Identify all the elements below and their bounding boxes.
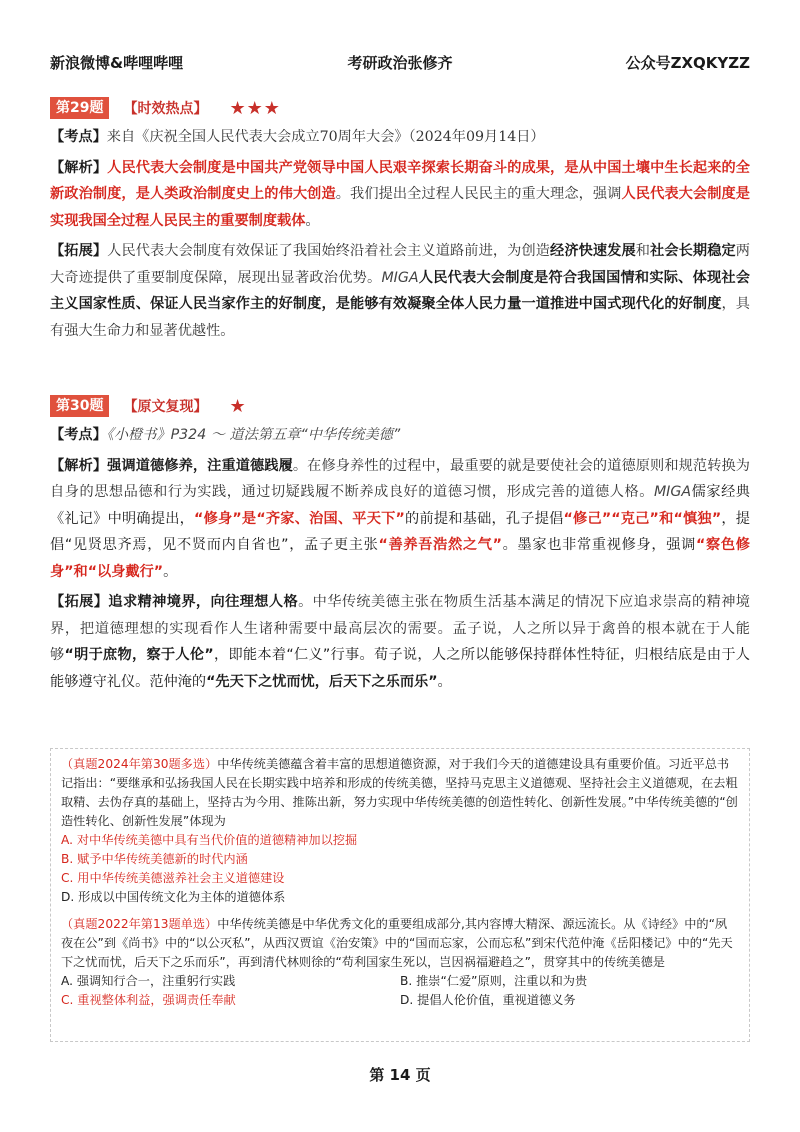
header-center: 考研政治张修齐: [347, 54, 453, 72]
exam-2-option-a: A. 强调知行合一，注重躬行实践: [61, 974, 236, 988]
header-left: 新浪微博&哔哩哔哩: [50, 54, 184, 72]
kaodian-paragraph: 【考点】《小橙书》P324 ～ 道法第五章“中华传统美德”: [50, 427, 401, 443]
exam-2-option-c: C. 重视整体利益，强调责任奉献: [61, 993, 236, 1007]
exam-1-option-b: B. 赋予中华传统美德新的时代内涵: [61, 852, 248, 866]
tuozhan-paragraph: 【拓展】追求精神境界，向往理想人格。中华传统美德主张在物质生活基本满足的情况下应追求崇高的精神境界，把道德理想的实现看作人生诸种需要中最高层次的需要。孟子说，人之所以异于禽兽的根本就在于人能够“明于庶物，察于人伦”，即能本着“仁义”行事。荀子说，人之所以能够保持群体性特征，归根结底是由于人能够遵守礼仪。范仲淹的“先天下之忧而忧，后天下之乐而乐”。: [50, 594, 750, 690]
exam-1-option-a: A. 对中华传统美德中具有当代价值的道德精神加以挖掘: [61, 833, 358, 847]
jiexi-paragraph: 【解析】强调道德修养，注重道德践履。在修身养性的过程中，最重要的就是要使社会的道德原则和规范转换为自身的思想品德和行为实践，通过切疑践履不断养成良好的道德习惯，形成完善的道德人格。MIGA儒家经典《礼记》中明确提出，“修身”是“齐家、治国、平天下”的前提和基础，孔子提倡“修己”“克己”和“慎独”，提倡“见贤思齐焉，见不贤而内自省也”，孟子更主张“善养吾浩然之气”。墨家也非常重视修身，强调“察色修身”和“以身戴行”。: [50, 457, 750, 580]
question-30-header: [50, 394, 750, 418]
exam-2-options-row-2: [61, 991, 739, 1010]
page-header: [50, 52, 750, 76]
question-badge: 第29题: [50, 97, 109, 119]
question-30: [50, 394, 750, 695]
page-number: 第 14 页: [369, 1066, 431, 1084]
exam-2-option-b: B. 推崇“仁爱”原则，注重以和为贵: [400, 974, 588, 988]
exam-1-option-d: D. 形成以中国传统文化为主体的道德体系: [61, 890, 286, 904]
kaodian-paragraph: 【考点】来自《庆祝全国人民代表大会成立70周年大会》（2024年09月14日）: [50, 129, 545, 145]
exam-2-option-d: D. 提倡人伦价值，重视道德义务: [400, 993, 576, 1007]
star-rating: ★: [229, 395, 247, 417]
question-29: [50, 96, 750, 344]
header-right: 公众号ZXQKYZZ: [625, 54, 750, 72]
question-tag: 【原文复现】: [123, 399, 208, 415]
tuozhan-paragraph: 【拓展】人民代表大会制度有效保证了我国始终沿着社会主义道路前进，为创造经济快速发展和社会长期稳定两大奇迹提供了重要制度保障，展现出显著政治优势。MIGA人民代表大会制度是符合我国国情和实际、体现社会主义国家性质、保证人民当家作主的好制度，是能够有效凝聚全体人民力量一道推进中国式现代化的好制度，具有强大生命力和显著优越性。: [50, 243, 750, 339]
question-tag: 【时效热点】: [123, 101, 208, 117]
exam-1-option-c: C. 用中华传统美德滋养社会主义道德建设: [61, 871, 285, 885]
question-badge: 第30题: [50, 395, 109, 417]
past-exam-box: [50, 748, 750, 1042]
exam-2-options-row-1: [61, 972, 739, 991]
exam-2-stem: （真题2022年第13题单选）中华传统美德是中华优秀文化的重要组成部分,其内容博大精深、源远流长。从《诗经》中的“夙夜在公”到《尚书》中的“以公灭私”，从西汉贾谊《治安策》中的“国而忘家，公而忘私”到宋代范仲淹《岳阳楼记》中的“先天下之忧而忧，后天下之乐而乐”，再到清代林则徐的“苟利国家生死以，岂因祸福避趋之”，贯穿其中的传统美德是: [61, 917, 733, 969]
jiexi-paragraph: 【解析】人民代表大会制度是中国共产党领导中国人民艰辛探索长期奋斗的成果，是从中国土壤中生长起来的全新政治制度，是人类政治制度史上的伟大创造。我们提出全过程人民民主的重大理念，强调人民代表大会制度是实现我国全过程人民民主的重要制度载体。: [50, 159, 750, 229]
question-29-header: [50, 96, 750, 120]
star-rating: ★★★: [229, 97, 281, 119]
exam-1-stem: （真题2024年第30题多选）中华传统美德蕴含着丰富的思想道德资源，对于我们今天的道德建设具有重要价值。习近平总书记指出：“要继承和弘扬我国人民在长期实践中培养和形成的传统美德，坚持马克思主义道德观、坚持社会主义道德观，在去粗取精、去伪存真的基础上，坚持古为今用、推陈出新，努力实现中华传统美德的创造性转化、创新性发展。”中华传统美德的“创造性转化、创新性发展”体现为: [61, 757, 738, 828]
